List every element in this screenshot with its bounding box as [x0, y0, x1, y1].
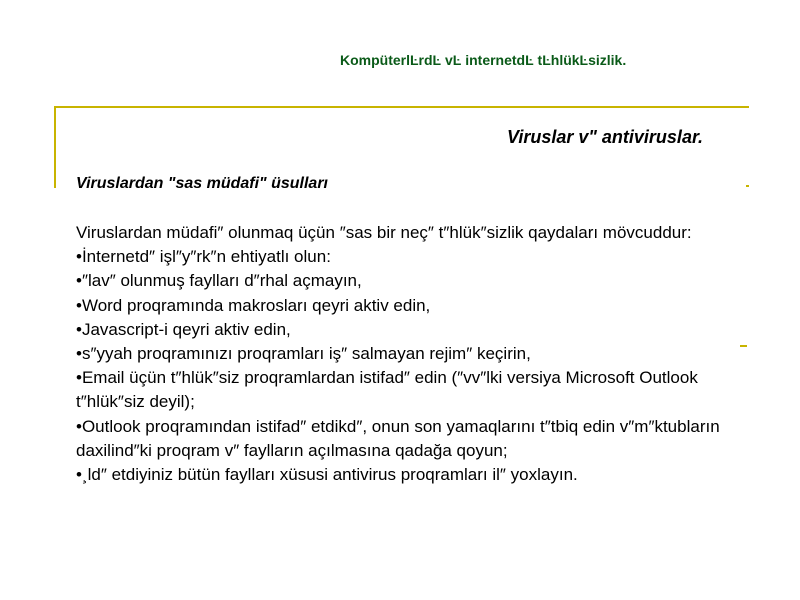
list-item: •Word proqramında makrosları qeyri aktiv edin, — [76, 295, 431, 315]
list-item: •Javascript-i qeyri aktiv edin, — [76, 319, 291, 339]
list-item: •¸ld″ etdiyiniz bütün faylları xüsusi antivirus proqramları il″ yoxlayın. — [76, 465, 578, 485]
intro-paragraph: Viruslardan müdafi″ olunmaq üçün ″sas bir neç″ t″hlük″sizlik qaydaları mövcuddur: — [76, 223, 692, 242]
list-item: •″lav″ olunmuş faylları d″rhal açmayın, — [76, 271, 362, 291]
decorative-tick — [740, 345, 747, 347]
decorative-tick — [746, 185, 749, 187]
horizontal-rule — [54, 106, 749, 108]
vertical-rule — [54, 106, 56, 188]
list-item: •Email üçün t″hlük″siz proqramlardan istifad″ edin (″vv″lki versiya Microsoft Outlook t″hlük″siz deyil); — [76, 368, 698, 412]
section-heading: Viruslardan "sas müdafi" üsulları — [76, 175, 328, 192]
list-item: •İnternetd″ işl″y″rk″n ehtiyatlı olun: — [76, 247, 331, 267]
body-text — [76, 221, 741, 487]
list-item: •s″yyah proqramınızı proqramları iş″ salmayan rejim″ keçirin, — [76, 344, 531, 364]
document-header-title: KompüterlĿrdĿ vĿ internetdĿ tĿhlükĿsizlik. — [340, 52, 627, 68]
slide-title: Viruslar v" antiviruslar. — [507, 127, 703, 147]
list-item: •Outlook proqramından istifad″ etdikd″, onun son yamaqlarını t″tbiq edin v″m″ktubların daxilind″ki proqram v″ faylların açılmasına qadağa qoyun; — [76, 416, 720, 460]
